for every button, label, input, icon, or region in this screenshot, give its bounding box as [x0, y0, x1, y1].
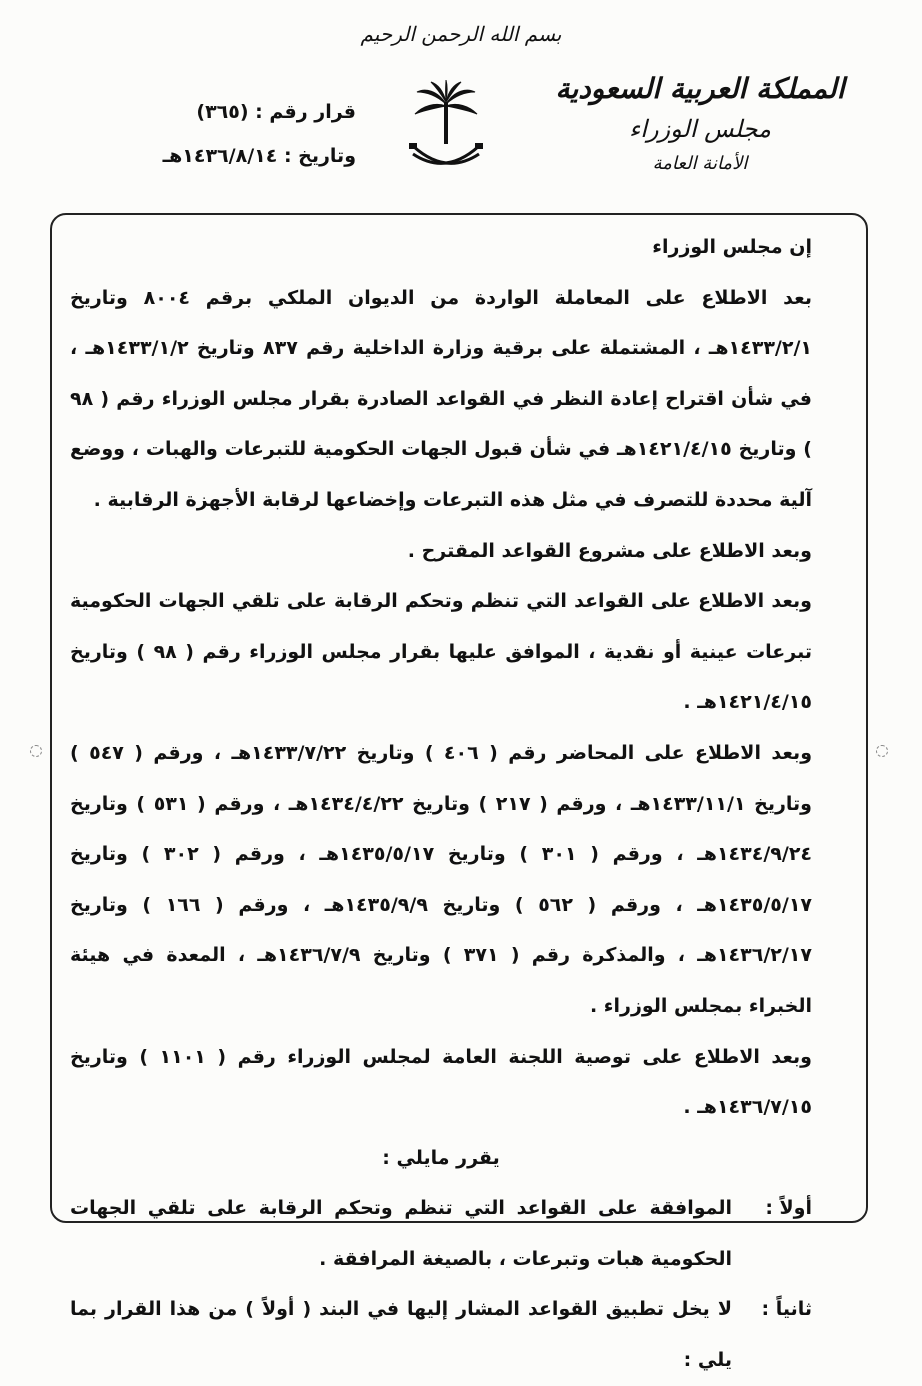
decision-date: وتاريخ : ١٤٣٦/٨/١٤هـ — [162, 145, 356, 167]
letterhead-issuer — [550, 72, 850, 174]
preamble-paragraph: وبعد الاطلاع على توصية اللجنة العامة لمجلس الوزراء رقم ( ١١٠١ ) وتاريخ ١٤٣٦/٧/١٥هـ . — [70, 1045, 812, 1119]
preamble-paragraph: وبعد الاطلاع على المحاضر رقم ( ٤٠٦ ) وتاريخ ١٤٣٣/٧/٢٢هـ ، ورقم ( ٥٤٧ ) وتاريخ ١٤٣٣/١١/١هـ ، ورقم ( ٢١٧ ) وتاريخ ١٤٣٤/٤/٢٢هـ ، ورقم ( ٥٣١ ) وتاريخ ١٤٣٤/٩/٢٤هـ ، ورقم ( ٣٠١ ) وتاريخ ١٤٣٥/٥/١٧هـ ، ورقم ( ٣٠٢ ) وتاريخ ١٤٣٥/٥/١٧هـ ، ورقم ( ٥٦٢ ) وتاريخ ١٤٣٥/٩/٩هـ ، ورقم ( ١٦٦ ) وتاريخ ١٤٣٦/٢/١٧هـ ، والمذكرة رقم ( ٣٧١ ) وتاريخ ١٤٣٦/٧/٩هـ ، المعدة في هيئة الخبراء بمجلس الوزراء . — [70, 741, 813, 1017]
secretariat-name: الأمانة العامة — [652, 153, 748, 174]
decision-reference — [88, 90, 356, 178]
decision-number: قرار رقم : (٣٦٥) — [196, 101, 356, 123]
basmala: بسم الله الرحمن الرحيم — [360, 22, 562, 46]
decision-body — [70, 222, 812, 1386]
clause-second — [70, 1284, 812, 1385]
clause-first — [70, 1183, 812, 1284]
margin-mark — [876, 745, 888, 757]
kingdom-name: المملكة العربية السعودية — [555, 72, 845, 105]
saudi-emblem-icon — [407, 80, 485, 176]
preamble-paragraph: وبعد الاطلاع على القواعد التي تنظم وتحكم الرقابة على تلقي الجهات الحكومية تبرعات عينية أو نقدية ، الموافق عليها بقرار مجلس الوزراء رقم ( ٩٨ ) وتاريخ ١٤٢١/٤/١٥هـ . — [70, 590, 812, 714]
decides-heading: يقرر مايلي : — [382, 1146, 500, 1169]
clause-label: ثانياً : — [761, 1298, 812, 1321]
clause-text: الموافقة على القواعد التي تنظم وتحكم الرقابة على تلقي الجهات الحكومية هبات وتبرعات ، بالصيغة المرافقة . — [70, 1197, 732, 1270]
clause-text: لا يخل تطبيق القواعد المشار إليها في البند ( أولاً ) من هذا القرار بما يلي : — [70, 1298, 732, 1372]
preamble-paragraph: وبعد الاطلاع على مشروع القواعد المقترح . — [407, 539, 812, 562]
margin-mark — [30, 745, 42, 757]
council-name: مجلس الوزراء — [628, 115, 772, 143]
preamble-paragraph: بعد الاطلاع على المعاملة الواردة من الديوان الملكي برقم ٨٠٠٤ وتاريخ ١٤٣٣/٢/١هـ ، المشتملة على برقية وزارة الداخلية رقم ٨٣٧ وتاريخ ١٤٣٣/١/٢هـ ، في شأن اقتراح إعادة النظر في القواعد الصادرة بقرار مجلس الوزراء رقم ( ٩٨ ) وتاريخ ١٤٢١/٤/١٥هـ في شأن قبول الجهات الحكومية للتبرعات والهبات ، ووضع آلية محددة للتصرف في مثل هذه التبرعات وإخضاعها لرقابة الأجهزة الرقابية . — [70, 286, 812, 511]
opening-line: إن مجلس الوزراء — [652, 236, 812, 258]
clause-label: أولاً : — [765, 1197, 812, 1220]
